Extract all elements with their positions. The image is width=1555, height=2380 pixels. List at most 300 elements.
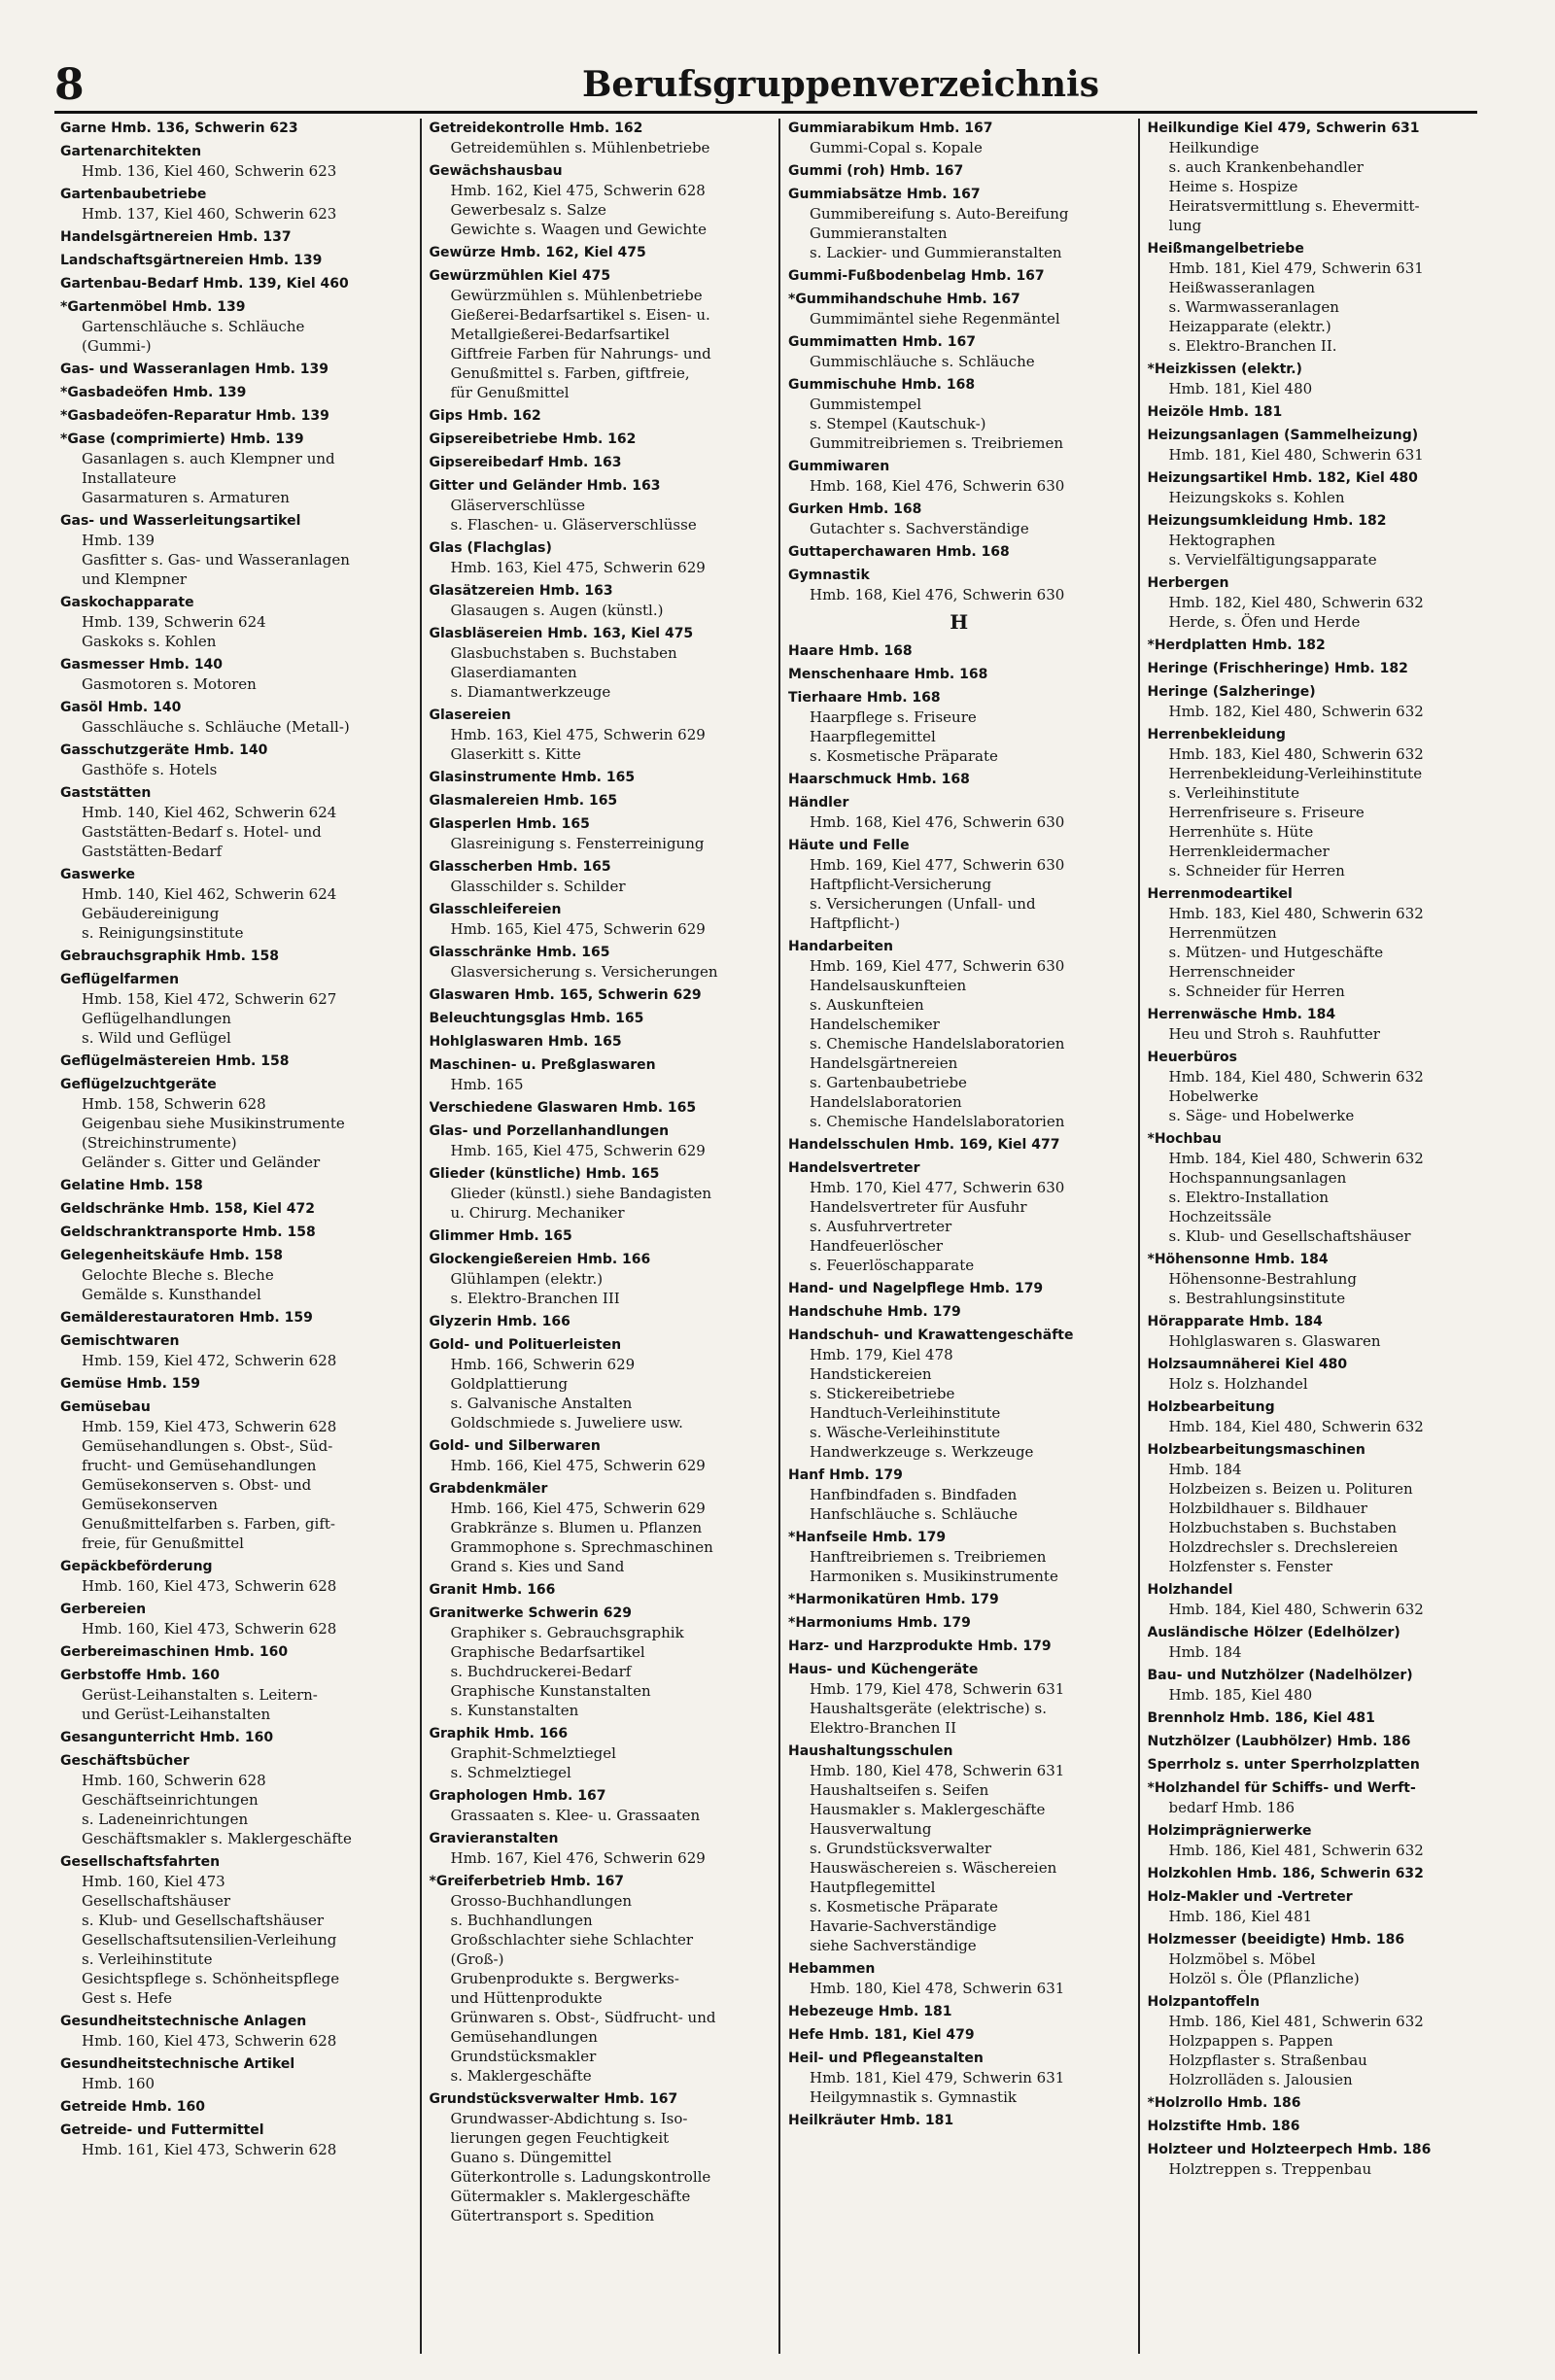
directory-entry (788, 1959, 1130, 1998)
entry-line: Gest s. Hefe (82, 1989, 172, 2007)
entry-line: Hochzeitssäle (1168, 1208, 1272, 1225)
directory-entry (1148, 1250, 1490, 1308)
entry-line: Gesellschaftshäuser (82, 1892, 231, 1910)
directory-entry (1148, 468, 1490, 507)
entry-line: s. Flaschen- u. Gläserverschlüsse (450, 516, 697, 534)
directory-entry (430, 453, 772, 472)
entry-line: s. Elektro-Branchen III (450, 1290, 620, 1307)
entry-keyword: Gaststätten (60, 785, 152, 801)
entry-line: Glaserdiamanten (450, 664, 577, 681)
entry-line: lung (1168, 217, 1202, 234)
entry-keyword: Gewürze Hmb. 162, Kiel 475 (429, 245, 646, 260)
entry-line: Handstickereien (810, 1365, 932, 1383)
directory-entry (60, 360, 412, 379)
directory-entry (788, 266, 1130, 286)
directory-entry (430, 1436, 772, 1475)
entry-line: Hmb. 181, Kiel 480, Schwerin 631 (1168, 446, 1424, 464)
entry-line: Hmb. 166, Kiel 475, Schwerin 629 (450, 1457, 706, 1474)
entry-line: Gummitreibriemen s. Treibriemen (810, 434, 1064, 452)
entry-line: Heizungskoks s. Kohlen (1168, 489, 1345, 506)
directory-entry (430, 943, 772, 982)
entry-keyword: Gipsereibetriebe Hmb. 162 (429, 431, 637, 447)
entry-line: s. Verleihinstitute (82, 1950, 213, 1968)
column-1 (60, 119, 420, 2354)
directory-entry (788, 1279, 1130, 1298)
directory-entry (60, 297, 412, 356)
directory-entry (1148, 360, 1490, 398)
directory-entry (788, 1590, 1130, 1609)
directory-columns (60, 119, 1497, 2354)
directory-entry (430, 985, 772, 1005)
directory-entry (1148, 682, 1490, 721)
directory-entry (60, 1557, 412, 1596)
entry-keyword: Gesundheitstechnische Artikel (60, 2056, 295, 2072)
directory-entry (1148, 1312, 1490, 1351)
directory-entry (60, 406, 412, 426)
entry-line: Glasbuchstaben s. Buchstaben (450, 644, 677, 662)
entry-keyword: Glimmer Hmb. 165 (429, 1228, 572, 1244)
entry-line: s. Auskunfteien (810, 996, 924, 1014)
entry-keyword: Glasätzereien Hmb. 163 (429, 583, 613, 599)
directory-entry (430, 857, 772, 896)
entry-line: Herde, s. Öfen und Herde (1168, 613, 1361, 631)
entry-line: s. Klub- und Gesellschaftshäuser (1168, 1227, 1411, 1245)
entry-line: Hmb. 140, Kiel 462, Schwerin 624 (82, 804, 337, 821)
entry-line: Geschäftseinrichtungen (82, 1791, 259, 1809)
entry-keyword: Brennholz Hmb. 186, Kiel 481 (1147, 1710, 1375, 1726)
entry-line: s. Buchhandlungen (450, 1912, 593, 1929)
entry-line: Hmb. 160, Kiel 473, Schwerin 628 (82, 2032, 337, 2050)
entry-keyword: Gartenarchitekten (60, 144, 202, 159)
entry-keyword: Nutzhölzer (Laubhölzer) Hmb. 186 (1147, 1734, 1411, 1749)
directory-entry (788, 1158, 1130, 1275)
entry-keyword: Geflügelmästereien Hmb. 158 (60, 1053, 290, 1069)
entry-line: Gemüsehandlungen s. Obst-, Süd- (82, 1437, 333, 1455)
directory-entry (1148, 1397, 1490, 1436)
entry-keyword: Gummiabsätze Hmb. 167 (788, 187, 981, 202)
entry-keyword: Granit Hmb. 166 (429, 1582, 556, 1598)
entry-line: s. Versicherungen (Unfall- und (810, 895, 1036, 913)
entry-keyword: Gelatine Hmb. 158 (60, 1178, 203, 1193)
entry-line: s. Wäsche-Verleihinstitute (810, 1424, 1001, 1441)
entry-line: Gerüst-Leihanstalten s. Leitern- (82, 1686, 318, 1704)
entry-keyword: Verschiedene Glaswaren Hmb. 165 (429, 1100, 697, 1116)
entry-keyword: *Hanfseile Hmb. 179 (788, 1530, 947, 1545)
entry-keyword: Haare Hmb. 168 (788, 643, 913, 659)
entry-keyword: Gummi (roh) Hmb. 167 (788, 163, 964, 179)
entry-line: Handelslaboratorien (810, 1093, 962, 1111)
entry-keyword: *Herdplatten Hmb. 182 (1147, 638, 1326, 653)
entry-line: u. Chirurg. Mechaniker (450, 1204, 625, 1222)
entry-line: s. Mützen- und Hutgeschäfte (1168, 944, 1384, 961)
directory-entry (1148, 119, 1490, 235)
entry-line: Hmb. 136, Kiel 460, Schwerin 623 (82, 162, 337, 180)
entry-line: Hektographen (1168, 532, 1276, 549)
directory-entry (430, 1872, 772, 2086)
entry-line: Hausverwaltung (810, 1820, 932, 1838)
entry-keyword: Heil- und Pflegeanstalten (788, 2051, 984, 2066)
entry-keyword: *Hochbau (1147, 1131, 1222, 1147)
entry-line: Hautpflegemittel (810, 1879, 936, 1896)
entry-line: Hmb. 168, Kiel 476, Schwerin 630 (810, 586, 1065, 604)
entry-line: Hmb. 185, Kiel 480 (1168, 1686, 1313, 1704)
directory-entry (788, 641, 1130, 661)
directory-entry (1148, 511, 1490, 569)
directory-entry (1148, 239, 1490, 356)
entry-line: s. Grundstücksverwalter (810, 1840, 992, 1857)
directory-entry (788, 2025, 1130, 2045)
entry-line: Hmb. 165, Kiel 475, Schwerin 629 (450, 920, 706, 938)
entry-line: s. Verleihinstitute (1168, 784, 1299, 802)
column-3 (778, 119, 1138, 2354)
entry-keyword: Getreide- und Futtermittel (60, 2122, 264, 2138)
entry-keyword: Gold- und Silberwaren (429, 1438, 601, 1454)
entry-keyword: *Gartenmöbel Hmb. 139 (60, 299, 246, 315)
directory-entry (788, 542, 1130, 562)
entry-keyword: Gaskochapparate (60, 595, 194, 610)
entry-keyword: Heilkundige Kiel 479, Schwerin 631 (1147, 121, 1420, 136)
entry-line: s. Kosmetische Präparate (810, 747, 998, 765)
entry-line: Haushaltsgeräte (elektrische) s. (810, 1700, 1047, 1717)
entry-line: Handfeuerlöscher (810, 1237, 944, 1255)
entry-line: Hausmakler s. Maklergeschäfte (810, 1801, 1046, 1818)
entry-line: Gummimäntel siehe Regenmäntel (810, 310, 1060, 328)
entry-line: Hmb. 165, Kiel 475, Schwerin 629 (450, 1142, 706, 1159)
directory-entry (430, 1829, 772, 1868)
directory-entry (60, 1397, 412, 1553)
entry-line: Installateure (82, 469, 177, 487)
entry-keyword: Heuerbüros (1147, 1050, 1237, 1065)
entry-keyword: Hefe Hmb. 181, Kiel 479 (788, 2027, 975, 2043)
directory-entry (1148, 659, 1490, 678)
entry-line: s. Reinigungsinstitute (82, 924, 244, 942)
entry-keyword: Holzbearbeitungsmaschinen (1147, 1442, 1365, 1458)
directory-entry (788, 1302, 1130, 1322)
directory-entry (788, 793, 1130, 832)
entry-line: Gebäudereinigung (82, 905, 220, 922)
entry-keyword: Gipsereibedarf Hmb. 163 (429, 455, 622, 470)
directory-entry (788, 1637, 1130, 1656)
entry-line: Holzpappen s. Pappen (1168, 2032, 1333, 2050)
directory-entry (788, 332, 1130, 371)
directory-entry (430, 1335, 772, 1432)
entry-keyword: Haushaltungsschulen (788, 1743, 953, 1759)
entry-line: Hmb. 181, Kiel 479, Schwerin 631 (810, 2069, 1065, 2087)
directory-entry (1148, 402, 1490, 422)
entry-keyword: Getreidekontrolle Hmb. 162 (429, 121, 643, 136)
entry-line: Grosso-Buchhandlungen (450, 1892, 633, 1910)
entry-keyword: Gasmesser Hmb. 140 (60, 657, 224, 673)
entry-keyword: Glaswaren Hmb. 165, Schwerin 629 (429, 987, 702, 1003)
entry-line: Hmb. 180, Kiel 478, Schwerin 631 (810, 1762, 1065, 1779)
entry-line: Handelsauskunfteien (810, 977, 967, 994)
entry-line: Hmb. 168, Kiel 476, Schwerin 630 (810, 813, 1065, 831)
entry-line: s. Kosmetische Präparate (810, 1898, 998, 1915)
entry-line: Holzmöbel s. Möbel (1168, 1950, 1316, 1968)
entry-keyword: Gewächshausbau (429, 163, 563, 179)
entry-line: Havarie-Sachverständige (810, 1917, 997, 1935)
entry-line: s. Ladeneinrichtungen (82, 1811, 249, 1828)
directory-entry (60, 741, 412, 779)
entry-keyword: Graphologen Hmb. 167 (429, 1788, 606, 1804)
entry-line: Grassaaten s. Klee- u. Grassaaten (450, 1807, 701, 1824)
entry-keyword: Handschuhe Hmb. 179 (788, 1304, 961, 1320)
entry-line: s. Wild und Geflügel (82, 1029, 231, 1047)
entry-keyword: Geldschranktransporte Hmb. 158 (60, 1224, 316, 1240)
column-4 (1138, 119, 1498, 2354)
directory-entry (60, 865, 412, 943)
entry-line: s. Elektro-Branchen II. (1168, 337, 1337, 355)
entry-keyword: Glasinstrumente Hmb. 165 (429, 770, 636, 785)
entry-line: s. Schmelztiegel (450, 1764, 571, 1781)
directory-entry (788, 1326, 1130, 1462)
directory-entry (430, 1312, 772, 1331)
entry-line: Graphische Bedarfsartikel (450, 1643, 645, 1661)
directory-entry (1148, 1864, 1490, 1883)
entry-line: Hmb. 168, Kiel 476, Schwerin 630 (810, 477, 1065, 495)
directory-entry (430, 581, 772, 620)
entry-line: Gießerei-Bedarfsartikel s. Eisen- u. (450, 306, 710, 324)
directory-entry (60, 2012, 412, 2051)
directory-entry (788, 500, 1130, 538)
entry-keyword: *Gasbadeöfen-Reparatur Hmb. 139 (60, 408, 329, 424)
directory-entry (788, 1466, 1130, 1524)
entry-line: Grabkränze s. Blumen u. Pflanzen (450, 1519, 703, 1536)
running-title: Berufsgruppenverzeichnis (582, 64, 1099, 105)
entry-keyword: *Gase (comprimierte) Hmb. 139 (60, 431, 304, 447)
directory-entry (788, 937, 1130, 1131)
directory-entry (430, 791, 772, 811)
entry-line: Hmb. 140, Kiel 462, Schwerin 624 (82, 885, 337, 903)
directory-entry (430, 1121, 772, 1160)
directory-entry (1148, 1005, 1490, 1044)
entry-line: Hmb. 160, Kiel 473, Schwerin 628 (82, 1620, 337, 1638)
directory-entry (60, 1223, 412, 1242)
entry-keyword: Hanf Hmb. 179 (788, 1467, 903, 1483)
directory-entry (60, 1246, 412, 1304)
directory-entry (1148, 636, 1490, 655)
directory-entry (1148, 426, 1490, 465)
directory-entry (60, 1331, 412, 1370)
entry-line: Haarpflegemittel (810, 728, 936, 745)
entry-line: s. Klub- und Gesellschaftshäuser (82, 1912, 325, 1929)
entry-keyword: *Holzhandel für Schiffs- und Werft- (1147, 1780, 1416, 1796)
directory-entry (1148, 1732, 1490, 1751)
entry-keyword: Herrenwäsche Hmb. 184 (1147, 1007, 1336, 1022)
entry-line: s. Lackier- und Gummieranstalten (810, 244, 1062, 261)
entry-keyword: Geflügelfarmen (60, 972, 180, 987)
entry-line: Heilgymnastik s. Gymnastik (810, 2088, 1017, 2106)
entry-line: Hanfbindfaden s. Bindfaden (810, 1486, 1018, 1503)
entry-keyword: Gartenbau-Bedarf Hmb. 139, Kiel 460 (60, 276, 349, 292)
directory-entry (430, 1032, 772, 1052)
entry-line: s. Kunstanstalten (450, 1702, 579, 1719)
entry-keyword: Hebezeuge Hmb. 181 (788, 2004, 952, 2019)
entry-line: Hmb. 179, Kiel 478 (810, 1346, 953, 1363)
entry-keyword: Gepäckbeförderung (60, 1559, 213, 1574)
directory-entry (1148, 1887, 1490, 1926)
directory-entry (430, 1580, 772, 1600)
entry-line: Hmb. 158, Schwerin 628 (82, 1095, 266, 1113)
entry-keyword: Händler (788, 795, 849, 811)
entry-line: Glasreinigung s. Fensterreinigung (450, 835, 705, 852)
directory-entry (788, 1613, 1130, 1633)
entry-line: Hmb. 139 (82, 532, 156, 549)
entry-line: frucht- und Gemüsehandlungen (82, 1457, 317, 1474)
entry-line: Haarpflege s. Friseure (810, 708, 977, 726)
entry-line: Gummistempel (810, 396, 921, 413)
entry-keyword: *Harmonikatüren Hmb. 179 (788, 1592, 999, 1607)
entry-line: s. Buchdruckerei-Bedarf (450, 1663, 632, 1680)
entry-keyword: Haus- und Küchengeräte (788, 1662, 979, 1677)
entry-line: Hmb. 182, Kiel 480, Schwerin 632 (1168, 594, 1424, 611)
entry-line: und Hüttenprodukte (450, 1989, 603, 2007)
entry-keyword: Handschuh- und Krawattengeschäfte (788, 1328, 1074, 1343)
entry-line: Hohlglaswaren s. Glaswaren (1168, 1332, 1381, 1350)
entry-line: s. Ausfuhrvertreter (810, 1218, 952, 1235)
entry-keyword: Glas- und Porzellanhandlungen (429, 1123, 670, 1139)
entry-line: Gaststätten-Bedarf (82, 843, 223, 860)
directory-entry (60, 1666, 412, 1724)
entry-line: Hmb. 163, Kiel 475, Schwerin 629 (450, 559, 706, 576)
entry-line: Giftfreie Farben für Nahrungs- und (450, 345, 711, 362)
directory-entry (60, 185, 412, 224)
entry-line: s. Galvanische Anstalten (450, 1395, 633, 1412)
entry-line: Hmb. 166, Kiel 475, Schwerin 629 (450, 1500, 706, 1517)
entry-keyword: Haarschmuck Hmb. 168 (788, 772, 970, 787)
entry-line: Gemüsekonserven s. Obst- und (82, 1476, 312, 1494)
entry-keyword: *Höhensonne Hmb. 184 (1147, 1252, 1329, 1267)
entry-line: Hmb. 184, Kiel 480, Schwerin 632 (1168, 1418, 1424, 1435)
entry-line: Gasschläuche s. Schläuche (Metall-) (82, 718, 350, 736)
entry-keyword: Sperrholz s. unter Sperrholzplatten (1147, 1757, 1420, 1773)
entry-line: Hmb. 161, Kiel 473, Schwerin 628 (82, 2141, 337, 2158)
entry-line: Glasversicherung s. Versicherungen (450, 963, 718, 981)
entry-keyword: Gebrauchsgraphik Hmb. 158 (60, 949, 280, 964)
directory-entry (430, 406, 772, 426)
entry-line: Gutachter s. Sachverständige (810, 520, 1029, 537)
directory-entry (60, 698, 412, 737)
entry-line: Heizapparate (elektr.) (1168, 318, 1331, 335)
entry-keyword: Gesellschaftsfahrten (60, 1854, 221, 1870)
directory-entry (60, 655, 412, 694)
directory-entry (788, 1528, 1130, 1586)
entry-line: Handtuch-Verleihinstitute (810, 1404, 1001, 1422)
directory-entry (1148, 1992, 1490, 2089)
entry-keyword: Harz- und Harzprodukte Hmb. 179 (788, 1638, 1052, 1654)
directory-entry (430, 2089, 772, 2225)
entry-keyword: *Holzrollo Hmb. 186 (1147, 2095, 1301, 2111)
entry-line: Hmb. 160, Schwerin 628 (82, 1772, 266, 1789)
entry-keyword: Graphik Hmb. 166 (429, 1726, 569, 1742)
entry-keyword: Handelsgärtnereien Hmb. 137 (60, 229, 292, 245)
entry-line: Hmb. 160, Kiel 473, Schwerin 628 (82, 1577, 337, 1595)
directory-entry (60, 274, 412, 293)
entry-line: Hanfschläuche s. Schläuche (810, 1505, 1019, 1523)
entry-line: Hmb. 184, Kiel 480, Schwerin 632 (1168, 1150, 1424, 1167)
entry-line: lierungen gegen Feuchtigkeit (450, 2129, 670, 2147)
entry-line: Hmb. 181, Kiel 480 (1168, 380, 1313, 397)
directory-entry (430, 243, 772, 262)
directory-entry (430, 430, 772, 449)
entry-line: Hmb. 186, Kiel 481, Schwerin 632 (1168, 2013, 1424, 2030)
directory-entry (60, 1052, 412, 1071)
entry-line: und Gerüst-Leihanstalten (82, 1706, 271, 1723)
directory-entry (60, 2054, 412, 2093)
entry-line: Hmb. 186, Kiel 481, Schwerin 632 (1168, 1842, 1424, 1859)
entry-line: Hmb. 169, Kiel 477, Schwerin 630 (810, 957, 1065, 975)
directory-entry (1148, 1755, 1490, 1775)
entry-keyword: Gummischuhe Hmb. 168 (788, 377, 976, 393)
entry-line: Glaserkitt s. Kitte (450, 745, 581, 763)
entry-line: Herrenmützen (1168, 924, 1277, 942)
entry-keyword: Granitwerke Schwerin 629 (429, 1605, 632, 1621)
entry-line: Gasanlagen s. auch Klempner und (82, 450, 335, 467)
entry-keyword: Heizungsumkleidung Hmb. 182 (1147, 513, 1387, 529)
directory-entry (60, 1728, 412, 1747)
entry-keyword: Geschäftsbücher (60, 1753, 190, 1769)
directory-entry (430, 706, 772, 764)
entry-line: Heilkundige (1168, 139, 1260, 156)
directory-entry (60, 783, 412, 861)
entry-keyword: Holz-Makler und -Vertreter (1147, 1889, 1353, 1905)
entry-line: Genußmittel s. Farben, giftfreie, (450, 364, 690, 382)
directory-entry (788, 770, 1130, 789)
entry-line: und Klempner (82, 570, 188, 588)
entry-line: s. Schneider für Herren (1168, 983, 1345, 1000)
entry-line: Holzbildhauer s. Bildhauer (1168, 1500, 1367, 1517)
entry-line: Gewichte s. Waagen und Gewichte (450, 221, 708, 238)
entry-keyword: Ausländische Hölzer (Edelhölzer) (1147, 1625, 1400, 1640)
entry-line: bedarf Hmb. 186 (1168, 1799, 1296, 1816)
directory-entry (430, 1724, 772, 1782)
entry-line: s. Vervielfältigungsapparate (1168, 551, 1377, 569)
entry-line: Holztreppen s. Treppenbau (1168, 2160, 1372, 2178)
entry-line: Hmb. 167, Kiel 476, Schwerin 629 (450, 1849, 706, 1867)
directory-entry (430, 1479, 772, 1576)
entry-keyword: Bau- und Nutzhölzer (Nadelhölzer) (1147, 1668, 1413, 1683)
entry-line: Graphit-Schmelztiegel (450, 1744, 616, 1762)
entry-line: Graphische Kunstanstalten (450, 1682, 651, 1700)
entry-keyword: Glasschränke Hmb. 165 (429, 945, 610, 960)
entry-line: s. Gartenbaubetriebe (810, 1074, 967, 1091)
directory-entry (60, 1308, 412, 1328)
entry-keyword: Holzkohlen Hmb. 186, Schwerin 632 (1147, 1866, 1424, 1881)
directory-entry (60, 1642, 412, 1662)
directory-entry (430, 1604, 772, 1720)
entry-line: Hmb. 163, Kiel 475, Schwerin 629 (450, 726, 706, 743)
entry-keyword: Guttaperchawaren Hmb. 168 (788, 544, 1010, 560)
entry-keyword: *Gummihandschuhe Hmb. 167 (788, 292, 1020, 307)
entry-line: Hmb. 160, Kiel 473 (82, 1873, 225, 1890)
entry-line: Holz s. Holzhandel (1168, 1375, 1308, 1393)
directory-entry (788, 836, 1130, 933)
directory-entry (60, 251, 412, 270)
entry-keyword: Holzteer und Holzteerpech Hmb. 186 (1147, 2142, 1432, 2157)
directory-entry (1148, 725, 1490, 880)
directory-entry (430, 476, 772, 535)
entry-keyword: Landschaftsgärtnereien Hmb. 139 (60, 253, 323, 268)
directory-entry (788, 665, 1130, 684)
entry-line: s. Warmwasseranlagen (1168, 298, 1339, 316)
entry-keyword: Glasbläsereien Hmb. 163, Kiel 475 (429, 626, 694, 641)
entry-keyword: Gartenbaubetriebe (60, 187, 207, 202)
entry-keyword: Gas- und Wasseranlagen Hmb. 139 (60, 362, 329, 377)
directory-entry (1148, 1708, 1490, 1728)
entry-keyword: Beleuchtungsglas Hmb. 165 (429, 1011, 644, 1026)
directory-entry (1148, 1623, 1490, 1662)
entry-keyword: Gesangunterricht Hmb. 160 (60, 1730, 274, 1745)
